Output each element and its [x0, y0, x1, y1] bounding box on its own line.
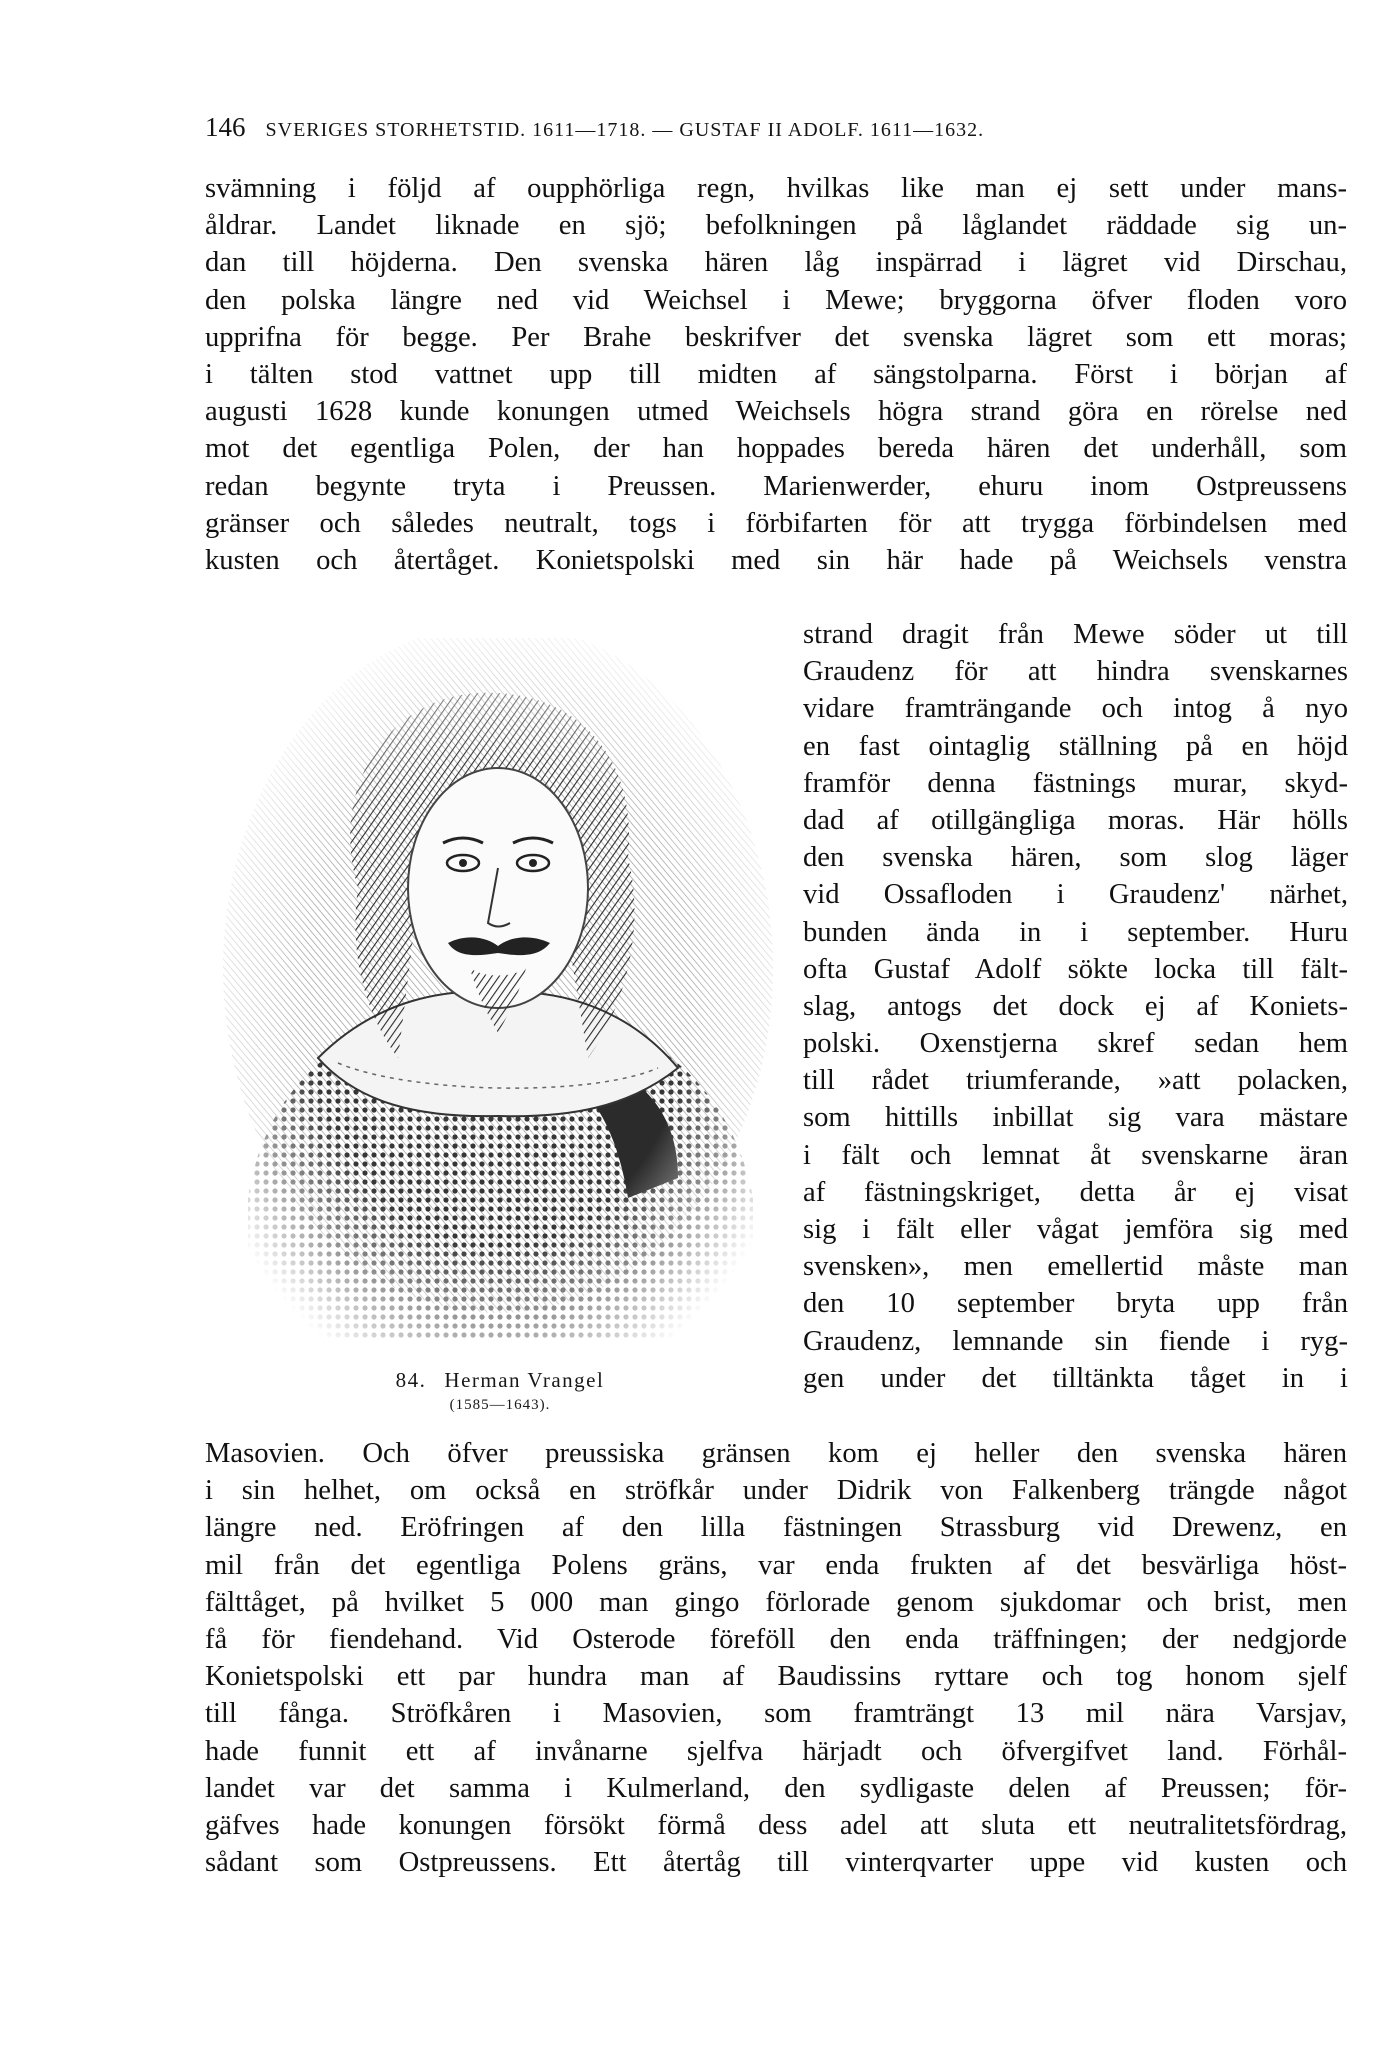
portrait-engraving [208, 638, 788, 1368]
text-line: mil från det egentliga Polens gräns, var enda frukten af det besvärliga höst- [205, 1549, 1347, 1581]
text-line: gen under det tilltänkta tåget in i [803, 1362, 1348, 1394]
page-number: 146 [205, 112, 246, 142]
figure-caption [350, 1368, 650, 1414]
text-line: dan till höjderna. Den svenska hären låg inspärrad i lägret vid Dirschau, [205, 247, 1347, 279]
text-block-top [205, 170, 1347, 579]
text-line: svämning i följd af oupphörliga regn, hvilkas like man ej sett under mans- [205, 173, 1347, 204]
text-line: Graudenz för att hindra svenskarnes [803, 656, 1348, 688]
text-line: augusti 1628 kunde konungen utmed Weichsels högra strand göra en rörelse ned [205, 396, 1347, 428]
text-line: framför denna fästnings murar, skyd- [803, 767, 1348, 799]
text-line: som hittills inbillat sig vara mästare [803, 1102, 1348, 1134]
text-line: vidare framträngande och intog å nyo [803, 693, 1348, 725]
text-block-bottom [205, 1435, 1347, 1881]
text-line: ofta Gustaf Adolf sökte locka till fält- [803, 953, 1348, 985]
text-line: Konietspolski ett par hundra man af Baudissins ryttare och tog honom sjelf [205, 1661, 1347, 1693]
text-block-side [803, 616, 1348, 1397]
text-line: gäfves hade konungen försökt förmå dess adel att sluta ett neutralitetsfördrag, [205, 1809, 1347, 1841]
text-line: i sin helhet, om också en ströfkår under Didrik von Falkenberg trängde något [205, 1475, 1347, 1507]
running-title: SVERIGES STORHETSTID. 1611—1718. — GUSTAF II ADOLF. 1611—1632. [265, 119, 985, 141]
text-line: svensken», men emellertid måste man [803, 1251, 1348, 1283]
text-line: slag, antogs det dock ej af Koniets- [803, 990, 1348, 1022]
text-line: längre ned. Eröfringen af den lilla fästningen Strassburg vid Drewenz, en [205, 1512, 1347, 1544]
running-header [205, 112, 1350, 143]
text-line: fälttåget, på hvilket 5 000 man gingo förlorade genom sjukdomar och brist, men [205, 1586, 1347, 1618]
text-line: upprifna för begge. Per Brahe beskrifver det svenska lägret som ett moras; [205, 321, 1347, 353]
text-line: bunden ända in i september. Huru [803, 916, 1348, 948]
figure-name: Herman Vrangel [444, 1368, 605, 1392]
figure-number: 84. [395, 1368, 427, 1392]
text-line: polski. Oxenstjerna skref sedan hem [803, 1028, 1348, 1060]
text-line: till rådet triumferande, »att polacken, [803, 1065, 1348, 1097]
text-line: landet var det samma i Kulmerland, den sydligaste delen af Preussen; för- [205, 1772, 1347, 1804]
text-line: hade funnit ett af invånarne sjelfva härjadt och öfvergifvet land. Förhål- [205, 1735, 1347, 1767]
text-line: åldrar. Landet liknade en sjö; befolkningen på låglandet räddade sig un- [205, 210, 1347, 242]
text-line: af fästningskriget, detta år ej visat [803, 1176, 1348, 1208]
text-line: i tälten stod vattnet upp till midten af sängstolparna. Först i början af [205, 358, 1347, 390]
text-line: i fält och lemnat åt svenskarne äran [803, 1139, 1348, 1171]
text-line: mot det egentliga Polen, der han hoppades bereda hären det underhåll, som [205, 433, 1347, 465]
text-line: redan begynte tryta i Preussen. Marienwerder, ehuru inom Ostpreussens [205, 470, 1347, 502]
text-line: Masovien. Och öfver preussiska gränsen kom ej heller den svenska hären [205, 1438, 1347, 1469]
text-line: få för fiendehand. Vid Osterode föreföll den enda träffningen; der nedgjorde [205, 1623, 1347, 1655]
text-line: sådant som Ostpreussens. Ett återtåg till vinterqvarter uppe vid kusten och [205, 1847, 1347, 1879]
text-line: till fånga. Ströfkåren i Masovien, som framträngt 13 mil nära Varsjav, [205, 1698, 1347, 1730]
text-line: Graudenz, lemnande sin fiende i ryg- [803, 1325, 1348, 1357]
text-line: den 10 september bryta upp från [803, 1288, 1348, 1320]
text-line: gränser och således neutralt, togs i förbifarten för att trygga förbindelsen med [205, 507, 1347, 539]
text-line: en fast ointaglig ställning på en höjd [803, 730, 1348, 762]
text-line: vid Ossafloden i Graudenz' närhet, [803, 879, 1348, 911]
text-line: sig i fält eller vågat jemföra sig med [803, 1214, 1348, 1245]
text-line: den svenska hären, som slog läger [803, 842, 1348, 874]
figure-years: (1585—1643). [449, 1397, 551, 1413]
text-line: dad af otillgängliga moras. Här hölls [803, 804, 1348, 836]
text-line: kusten och återtåget. Konietspolski med sin här hade på Weichsels venstra [205, 544, 1347, 576]
text-line: strand dragit från Mewe söder ut till [803, 619, 1348, 650]
text-line: den polska längre ned vid Weichsel i Mewe; bryggorna öfver floden voro [205, 284, 1347, 316]
